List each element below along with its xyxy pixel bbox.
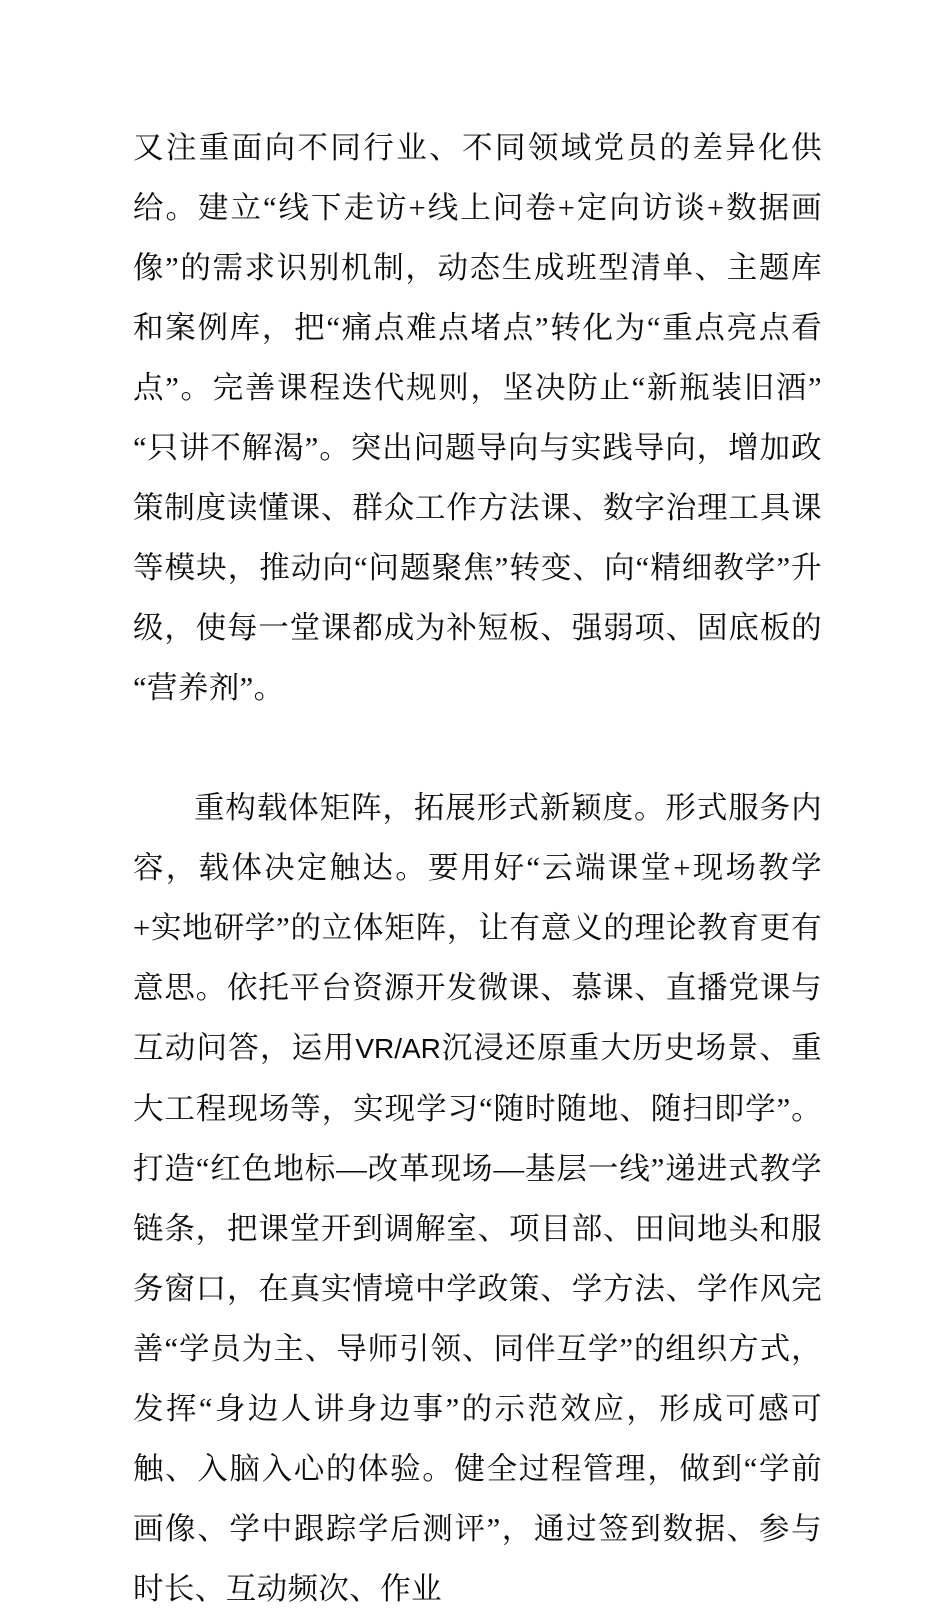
paragraph-2-text-part-2: 沉浸还原重大历史场景、重大工程现场等，实现学习“随时随地、随扫即学”。打造“红色地标—改革现场—基层一线”递进式教学链条，把课堂开到调解室、项目部、田间地头和服务窗口，在真实情境中学政策、学方法、学作风完善“学员为主、导师引领、同伴互学”的组织方式，发挥“身边人讲身边事”的示范效应，形成可感可触、入脑入心的体验。健全过程管理，做到“学前画像、学中跟踪学后测评”，通过签到数据、参与时长、互动频次、作业 (133, 1031, 822, 1606)
document-body (133, 118, 822, 1619)
paragraph-1: 又注重面向不同行业、不同领域党员的差异化供给。建立“线下走访+线上问卷+定向访谈+数据画像”的需求识别机制，动态生成班型清单、主题库和案例库，把“痛点难点堵点”转化为“重点亮点看点”。完善课程迭代规则，坚决防止“新瓶装旧酒”“只讲不解渴”。突出问题导向与实践导向，增加政策制度读懂课、群众工作方法课、数字治理工具课等模块，推动向“问题聚焦”转变、向“精细教学”升级，使每一堂课都成为补短板、强弱项、固底板的“营养剂”。 (133, 131, 822, 705)
paragraph-2-text-part-1: 重构载体矩阵，拓展形式新颖度。形式服务内容，载体决定触达。要用好“云端课堂+现场教学+实地研学”的立体矩阵，让有意义的理论教育更有意思。依托平台资源开发微课、慕课、直播党课与互动问答，运用 (133, 791, 822, 1065)
paragraph-2 (133, 778, 822, 1619)
paragraph-2-latin-term: VR/AR (355, 1033, 441, 1064)
